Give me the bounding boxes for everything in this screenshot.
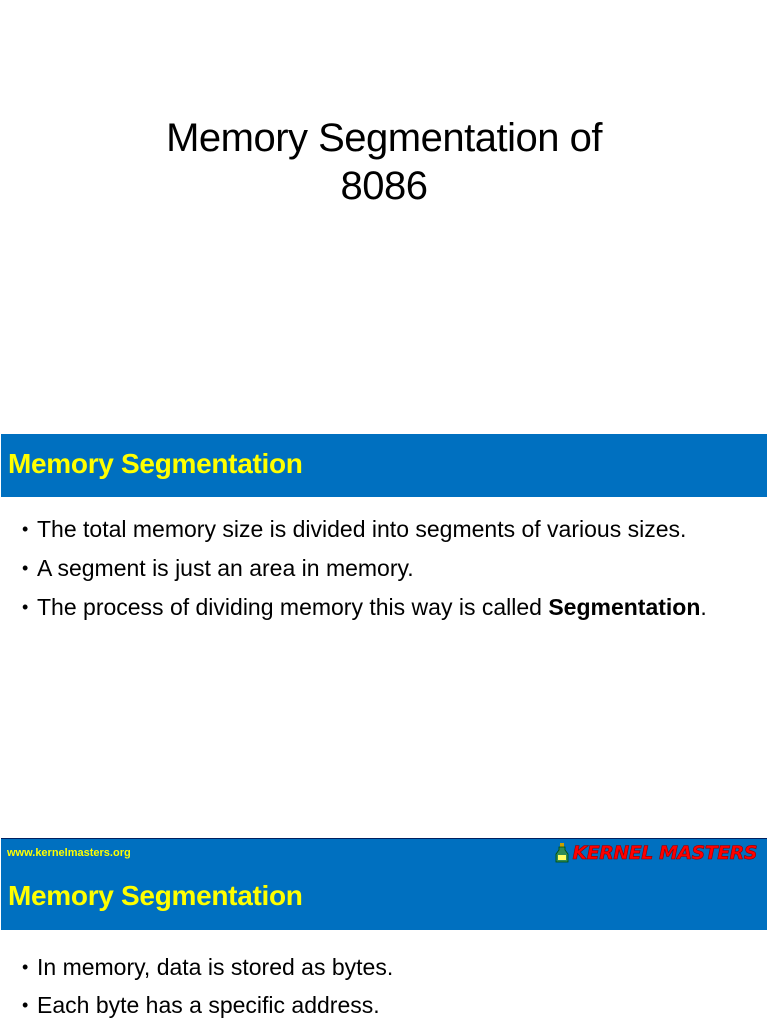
bullet-text: The process of dividing memory this way is called [37,594,549,620]
bottle-logo-icon [554,843,570,863]
bullet-bold-term: Segmentation [548,594,701,620]
slide-header-bar [1,867,767,930]
slide-title-line2: 8086 [340,164,428,208]
bullet-item [0,553,768,584]
slide-title-line1: Memory Segmentation of [166,116,602,160]
slide-header-title: Memory Segmentation [8,448,303,479]
bullet-text: Each byte has a specific address. [37,992,380,1018]
bullet-text: The total memory size is divided into segments of various sizes. [37,516,687,542]
bullet-list [0,514,768,631]
bullet-item [0,514,768,545]
slide-header-bar [1,434,767,497]
content-slide-bytes [0,838,768,1024]
brand-name: KERNEL MASTERS [572,842,757,864]
brand-logo [554,842,757,864]
content-slide-segmentation [0,434,768,838]
slide-header-title: Memory Segmentation [8,880,303,911]
bullet-dot: • [22,558,29,578]
bullet-text: A segment is just an area in memory. [37,555,414,581]
branding-strip [1,838,767,867]
website-link[interactable]: www.kernelmasters.org [7,847,131,859]
bullet-dot: • [22,995,29,1015]
bullet-item [0,592,768,623]
slide-title [0,114,768,210]
bullet-end: . [700,594,707,620]
bullet-item [0,990,768,1021]
bullet-text: In memory, data is stored as bytes. [37,954,394,980]
bullet-dot: • [22,597,29,617]
bullet-item [0,952,768,983]
bullet-dot: • [22,519,29,539]
bullet-dot: • [22,957,29,977]
title-slide [0,0,768,434]
bullet-list [0,952,768,1028]
